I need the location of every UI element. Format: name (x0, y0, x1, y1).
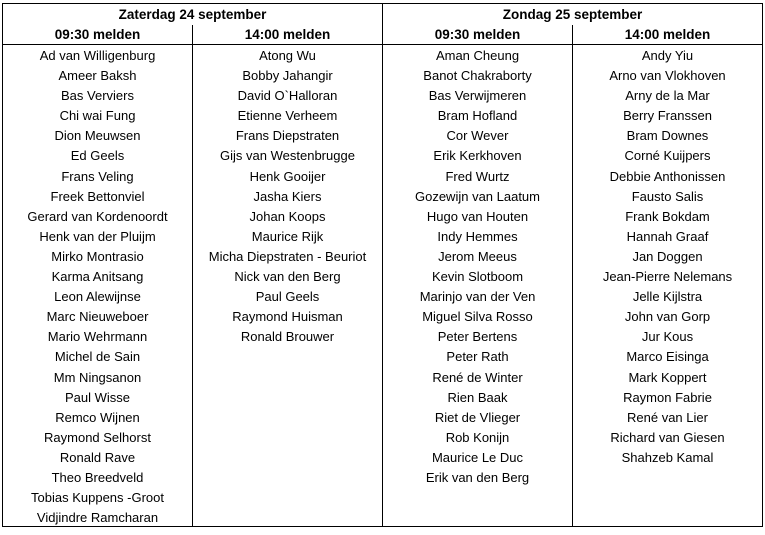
list-item: René de Winter (432, 369, 523, 385)
list-item: Paul Wisse (64, 389, 131, 405)
list-item: Raymond Selhorst (44, 429, 151, 445)
list-item: Riet de Vlieger (434, 409, 521, 425)
list-item: Ad van Willigenburg (39, 48, 156, 63)
list-item: Fred Wurtz (445, 168, 510, 184)
list-item: Mm Ningsanon (53, 369, 142, 385)
list-item: Jan Doggen (632, 248, 703, 264)
list-item: Henk Gooijer (249, 168, 326, 184)
list-item: Hugo van Houten (426, 208, 529, 224)
list-item: Debbie Anthonissen (609, 168, 726, 184)
slot-header-row (3, 25, 762, 45)
slot-time-sun-afternoon: 14:00 melden (572, 25, 762, 44)
list-item: Shahzeb Kamal (621, 449, 714, 465)
list-item: Arny de la Mar (625, 88, 710, 104)
list-item: Andy Yiu (641, 48, 694, 63)
list-item: Remco Wijnen (55, 409, 140, 425)
list-item: Gijs van Westenbrugge (220, 148, 355, 164)
list-item: Micha Diepstraten - Beuriot (208, 248, 367, 264)
list-item: Gozewijn van Laatum (414, 188, 540, 204)
day-header-row (3, 4, 762, 25)
list-item: Atong Wu (259, 48, 316, 63)
list-item: Mirko Montrasio (51, 248, 144, 264)
slot-time-sat-afternoon: 14:00 melden (192, 25, 382, 44)
list-item: Karma Anitsang (51, 269, 144, 285)
list-item: Henk van der Pluijm (39, 228, 156, 244)
slot-time-sat-morning: 09:30 melden (54, 27, 141, 42)
list-item: Paul Geels (255, 289, 320, 305)
list-item: Johan Koops (249, 208, 326, 224)
list-item: Richard van Giesen (610, 429, 725, 445)
list-item: Arno van Vlokhoven (609, 68, 726, 84)
list-item: René van Lier (627, 409, 708, 425)
slot-time-sun-morning: 09:30 melden (382, 25, 572, 44)
list-item: Bram Hofland (437, 108, 518, 124)
list-item: Dion Meuwsen (54, 128, 141, 144)
list-item: Bram Downes (626, 128, 709, 144)
list-item: Maurice Rijk (251, 228, 324, 244)
column-sat-morning (3, 45, 192, 526)
list-item: Jean-Pierre Nelemans (602, 269, 733, 285)
list-item: Jasha Kiers (253, 188, 322, 204)
list-item: Banot Chakraborty (423, 68, 532, 84)
name-list (383, 45, 572, 488)
list-item: Corné Kuijpers (624, 148, 711, 164)
list-item: Gerard van Kordenoordt (27, 208, 168, 224)
name-columns (3, 45, 762, 526)
list-item: Peter Rath (446, 349, 509, 365)
list-item: Tobias Kuppens -Groot (31, 490, 164, 506)
list-item: Freek Bettonviel (50, 188, 145, 204)
list-item: Rob Konijn (445, 429, 510, 445)
list-item: John van Gorp (624, 309, 711, 325)
list-item: Chi wai Fung (59, 108, 136, 124)
list-item: Ronald Rave (59, 449, 136, 465)
list-item: Marinjo van der Ven (419, 289, 536, 305)
list-item: Frans Diepstraten (235, 128, 340, 144)
day-title-saturday: Zaterdag 24 september (118, 7, 267, 22)
list-item: Erik van den Berg (425, 469, 530, 485)
list-item: Aman Cheung (435, 48, 520, 63)
list-item: Jerom Meeus (438, 248, 517, 264)
list-item: Jur Kous (641, 329, 694, 345)
list-item: Bobby Jahangir (242, 68, 333, 84)
list-item: Nick van den Berg (234, 269, 341, 285)
list-item: Marco Eisinga (626, 349, 709, 365)
list-item: Berry Franssen (623, 108, 712, 124)
list-item: Cor Wever (446, 128, 509, 144)
list-item: Raymond Huisman (232, 309, 343, 325)
list-item: Ameer Baksh (58, 68, 137, 84)
name-list (3, 45, 192, 528)
list-item: Mark Koppert (628, 369, 707, 385)
list-item: Ronald Brouwer (240, 329, 335, 345)
column-sun-afternoon (572, 45, 762, 526)
schedule-table (2, 3, 763, 527)
list-item: Raymon Fabrie (623, 389, 712, 405)
list-item: Michel de Sain (54, 349, 141, 365)
list-item: Bas Verwijmeren (428, 88, 527, 104)
list-item: Fausto Salis (631, 188, 704, 204)
list-item: Bas Verviers (61, 88, 134, 104)
list-item: Erik Kerkhoven (433, 148, 522, 164)
name-list (193, 45, 382, 347)
list-item: Indy Hemmes (437, 228, 518, 244)
list-item: Hannah Graaf (626, 228, 709, 244)
list-item: Theo Breedveld (51, 469, 144, 485)
list-item: Mario Wehrmann (47, 329, 148, 345)
list-item: David O`Halloran (237, 88, 338, 104)
list-item: Maurice Le Duc (431, 449, 524, 465)
list-item: Jelle Kijlstra (632, 289, 703, 305)
list-item: Frank Bokdam (625, 208, 710, 224)
list-item: Rien Baak (447, 389, 508, 405)
list-item: Kevin Slotboom (431, 269, 524, 285)
list-item: Vidjindre Ramcharan (36, 510, 159, 526)
day-title-sunday: Zondag 25 september (382, 4, 762, 25)
list-item: Marc Nieuweboer (46, 309, 149, 325)
list-item: Leon Alewijnse (54, 289, 141, 305)
list-item: Etienne Verheem (237, 108, 338, 124)
list-item: Ed Geels (70, 148, 125, 164)
list-item: Peter Bertens (437, 329, 518, 345)
list-item: Miguel Silva Rosso (422, 309, 533, 325)
column-sat-afternoon (192, 45, 382, 526)
name-list (573, 45, 762, 468)
column-sun-morning (382, 45, 572, 526)
list-item: Frans Veling (61, 168, 134, 184)
